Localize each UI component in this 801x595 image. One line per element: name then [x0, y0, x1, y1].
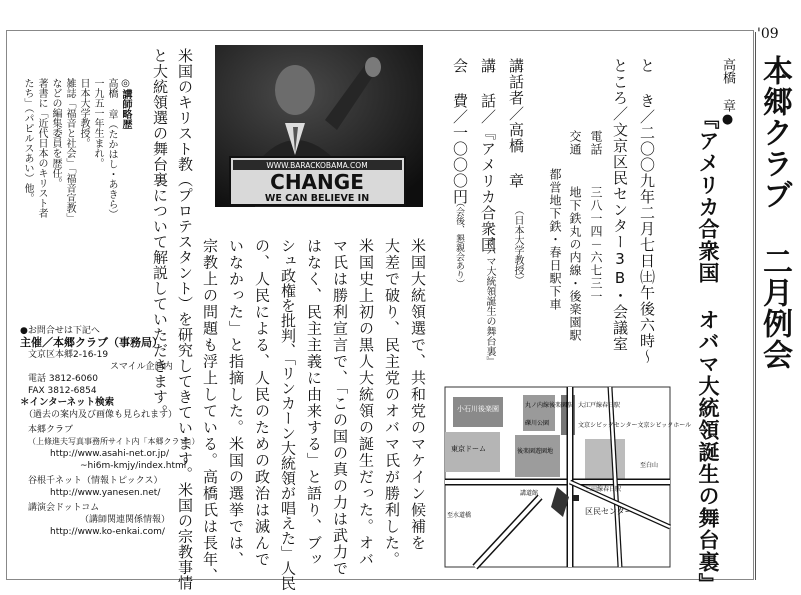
access-map	[445, 387, 692, 567]
bio-line-7: たち」（パピルスあい）他。	[22, 78, 33, 203]
bio-line-2: 一九五一年生まれ。	[92, 78, 103, 168]
bio-line-5: などの編集委員を歴任。	[50, 78, 61, 188]
site1-name: 本郷クラブ	[28, 425, 74, 435]
map-label-oedo: 大江戸線春日駅	[578, 402, 621, 409]
map-label-suidobashi: 至水道橋	[447, 512, 472, 519]
map-label-kumin: 区民センター	[585, 507, 633, 516]
place-line: ところ／文京区民センター3B・会議室	[611, 58, 629, 352]
bio-line-3: 日本大学教授。	[78, 78, 89, 148]
year-badge: '09	[757, 26, 779, 42]
internet-heading: ＊インターネット検索	[20, 397, 115, 408]
site2-url[interactable]: http://www.yanesen.net/	[50, 488, 161, 498]
body-col-1: 米国大統領選で、共和党のマケイン候補を	[409, 238, 427, 552]
speaker-tag: 高橋 章●	[720, 58, 735, 127]
contact-tel: 電話 3812-6060	[28, 374, 98, 384]
map-label-korakuen: 後楽園遊園地	[517, 448, 554, 455]
body-col-3: 米国史上初の黒人大統領の誕生だった。オバ	[357, 238, 375, 568]
body-col-4: マ氏は勝利宣言で、「この国の真の力は武力で	[331, 238, 349, 577]
site1-url-2[interactable]: ~hi6m-kmjy/index.html	[80, 461, 187, 471]
contact-company: スマイル企画内	[110, 362, 173, 372]
map-label-koishikawa: 小石川後楽園	[457, 405, 499, 413]
body-col-10: 米国のキリスト教（プロテスタント）を研究してきています。米国の宗教事情	[176, 48, 194, 591]
internet-note: （過去の案内及び画像も見られます）	[24, 410, 178, 420]
body-col-8: いなかった」と指摘した。米国の選挙では、	[227, 238, 245, 568]
date-line: と き／二〇〇九年二月七日㈯午後六時～	[638, 58, 656, 365]
sign-change: CHANGE	[270, 170, 364, 194]
site3-name: 講演会ドットコム	[28, 503, 100, 513]
speaker-photo	[215, 45, 423, 207]
talk-title: 『アメリカ合衆国 オバマ大統領誕生の舞台裏』	[696, 108, 720, 595]
body-col-9: 宗教上の問題も浮上している。高橋氏は長年、	[201, 238, 219, 585]
site1-url-1[interactable]: http://www.asahi-net.or.jp/	[50, 449, 169, 459]
sign-url: WWW.BARACKOBAMA.COM	[266, 161, 368, 170]
site2-name: 谷根千ネット（情報トピックス）	[28, 476, 163, 486]
talk-line-small: オバマ大統領誕生の舞台裏』	[484, 236, 495, 366]
bio-line-4: 雑誌「福音と社会」「福音宣教」	[64, 78, 75, 223]
map-label-hakusan: 至白山	[640, 462, 659, 469]
sign-subtitle: WE CAN BELIEVE IN	[264, 193, 370, 204]
map-label-dome: 東京ドーム	[451, 445, 486, 453]
body-col-7: の、人民による、人民のための政治は滅んで	[253, 238, 271, 568]
speaker-line: 講話者／高橋 章	[507, 58, 525, 189]
map-label-civic: 文京シビックセンター文京シビックホール	[578, 422, 692, 429]
site1-desc: （上條進夫写真事務所サイト内「本郷クラブ」）	[28, 437, 200, 446]
contact-address: 文京区本郷2-16-19	[28, 350, 109, 360]
bio-heading: ◎講師略歴	[120, 78, 131, 129]
site3-desc: （講師関連関係情報）	[80, 515, 171, 525]
body-col-2: 大差で破り、民主党のオバマ氏が勝利した。	[383, 238, 401, 568]
map-label-marunouchi: 丸ノ内線後楽園駅	[525, 402, 574, 409]
access-line-1: 交通 地下鉄丸の内線・後楽園駅	[568, 130, 582, 342]
contact-org: 主催／本郷クラブ（事務局）	[20, 336, 163, 349]
site3-url[interactable]: http://www.ko-enkai.com/	[50, 527, 165, 537]
body-col-6: シュ政権を批判、「リンカーン大統領が唱えた」人民	[279, 238, 297, 591]
page-title: 本郷クラブ 二月例会	[757, 55, 792, 370]
phone-line: 電話 三八一四－六七三一	[589, 130, 603, 303]
fee-note: （会後、懇親会あり）	[454, 198, 464, 288]
bio-line-6: 著書に「近代日本のキリスト者	[36, 78, 47, 218]
contact-block	[20, 325, 210, 538]
bio-line-1: 高橋 章（たかはし・あきら）	[106, 78, 117, 219]
body-col-11: と大統領選の舞台裏について解説していただきます。	[151, 48, 169, 420]
access-line-2: 都営地下鉄・春日駅下車	[548, 168, 562, 311]
map-label-park: 礫川公園	[525, 420, 550, 427]
speaker-affiliation: （日本大学教授）	[512, 205, 523, 285]
fee-line: 会 費／一〇〇〇円	[451, 58, 469, 205]
map-label-mita: 三田線春日駅	[585, 486, 622, 493]
contact-intro: ●お問合せは下記へ	[20, 326, 100, 336]
body-col-5: はなく、民主主義に由来する」と語り、ブッ	[305, 238, 323, 568]
map-label-kodokan: 講道館	[520, 490, 539, 497]
contact-fax: FAX 3812-6854	[28, 386, 97, 396]
talk-line: 講 話／『アメリカ合衆国	[479, 58, 497, 253]
